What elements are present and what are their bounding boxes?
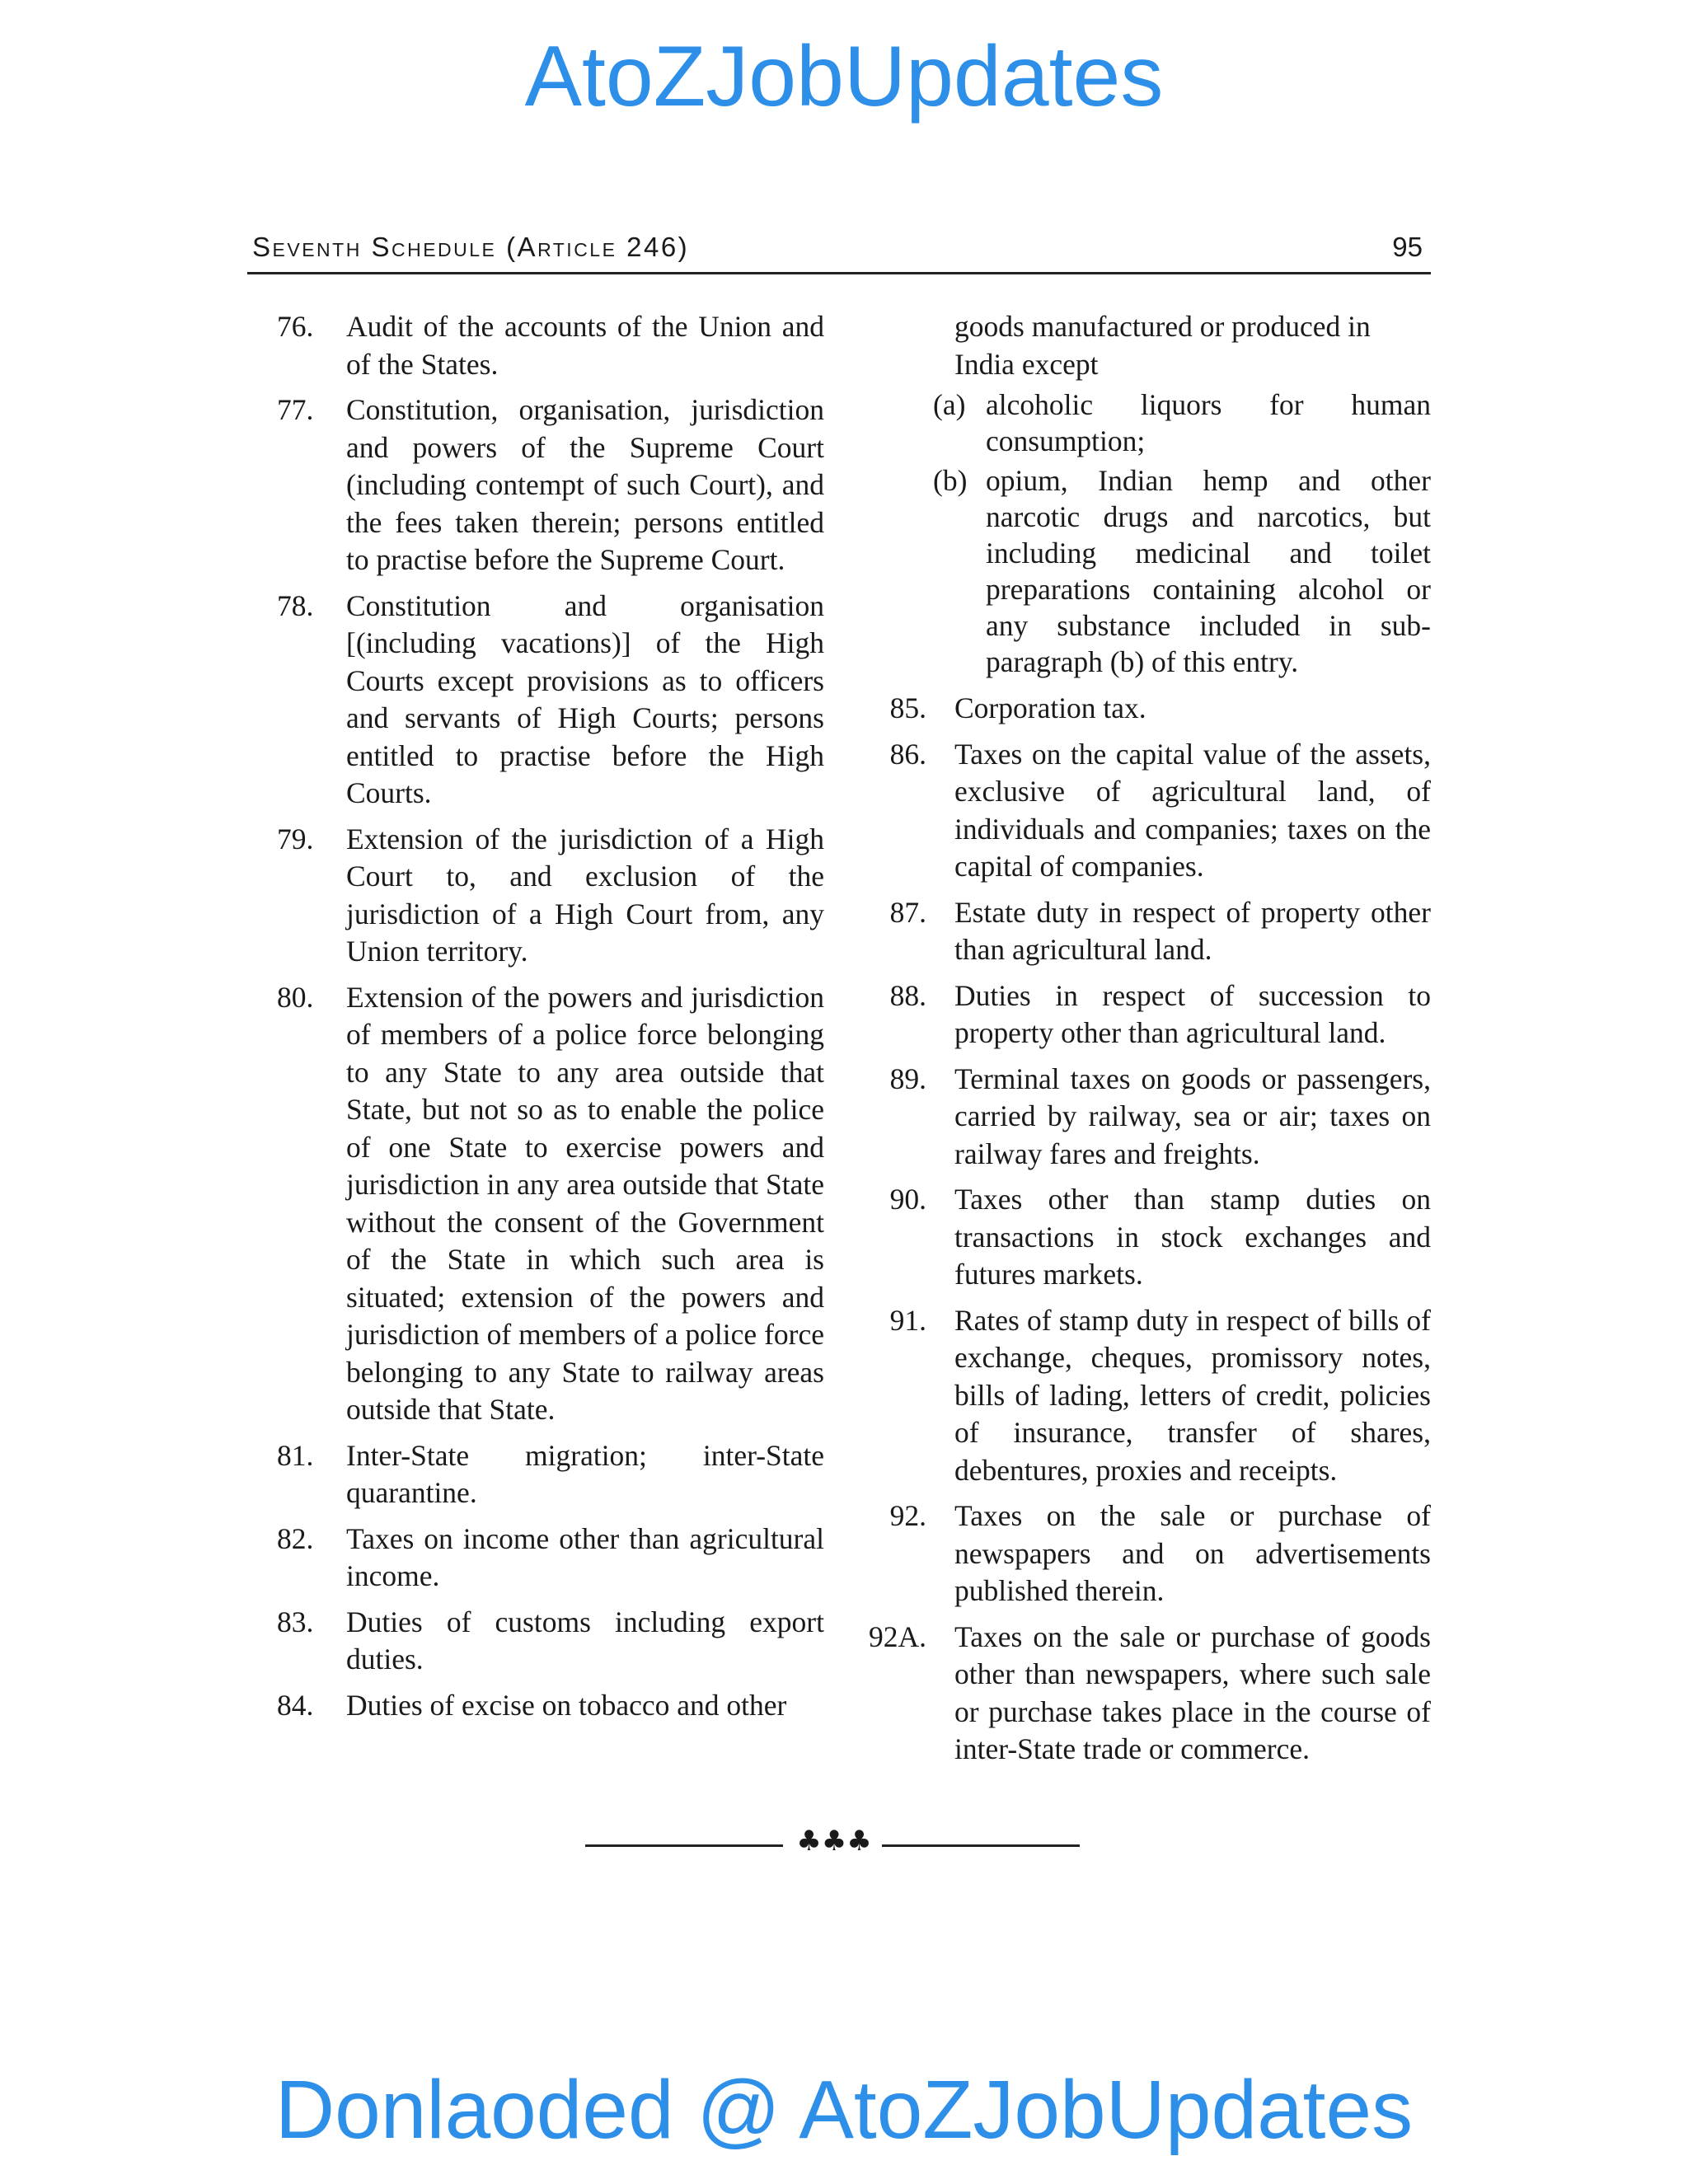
running-header: [252, 227, 1429, 268]
list-item: 80. Extension of the powers and jurisdiction of members of a police force belonging to any State to any area outside that State, but not so as to enable the police of one State to exercise powers and jurisdiction in any area outside that State without the consent of the Government of the State in which such area is situated; extension of the powers and jurisdiction of members of a police force belonging to any State to railway areas outside that State.: [277, 980, 824, 1426]
list-item: 79. Extension of the jurisdiction of a High Court to, and exclusion of the jurisdiction of a High Court from, any Union territory.: [277, 822, 824, 968]
ornament-rule-right: [882, 1844, 1080, 1847]
list-item: 92. Taxes on the sale or purchase of newspapers and on advertisements published therein.: [889, 1499, 1431, 1607]
watermark-bottom: Donlaoded @ AtoZJobUpdates: [274, 2064, 1414, 2156]
list-item: 84. Duties of excise on tobacco and other: [277, 1688, 787, 1722]
ornament-rule-left: [585, 1844, 783, 1847]
watermark-top: AtoZJobUpdates: [524, 29, 1164, 124]
end-ornament: [585, 1825, 1104, 1861]
list-item: 81. Inter-State migration; inter-State quarantine.: [277, 1438, 824, 1509]
sub-item: (a) alcoholic liquors for human consumption;: [933, 388, 1431, 457]
list-item: 85. Corporation tax.: [889, 691, 1146, 724]
sub-item: (b) opium, Indian hemp and other narcotic drugs and narcotics, but including medicinal and toilet preparations containing alcohol or any substance included in sub-paragraph (b) of this entry.: [933, 464, 1431, 678]
list-item: 82. Taxes on income other than agricultural income.: [277, 1521, 824, 1592]
page-number: 95: [1392, 232, 1423, 262]
list-item: 76. Audit of the accounts of the Union and of the States.: [277, 310, 824, 381]
list-item: 88. Duties in respect of succession to property other than agricultural land.: [889, 978, 1431, 1049]
list-item: 89. Terminal taxes on goods or passengers, carried by railway, sea or air; taxes on railway fares and freights.: [889, 1062, 1431, 1170]
right-column: [857, 308, 1431, 1777]
clubs-icon: ♣♣♣: [796, 1825, 872, 1858]
list-item: 77. Constitution, organisation, jurisdiction and powers of the Supreme Court (including contempt of such Court), and the fees taken therein; persons entitled to practise before the Supreme Court.: [277, 393, 824, 576]
schedule-title: Seventh Schedule (Article 246): [252, 232, 690, 262]
list-item: 90. Taxes other than stamp duties on transactions in stock exchanges and futures markets.: [889, 1183, 1431, 1291]
list-item: 83. Duties of customs including export duties.: [277, 1605, 824, 1675]
list-item: 91. Rates of stamp duty in respect of bills of exchange, cheques, promissory notes, bills of lading, letters of credit, policies of insurance, transfer of shares, debentures, proxies and receipts.: [889, 1303, 1431, 1487]
left-column: [277, 308, 824, 1732]
list-item: 86. Taxes on the capital value of the assets, exclusive of agricultural land, of individuals and companies; taxes on the capital of companies.: [889, 737, 1431, 883]
list-item: 78. Constitution and organisation [(including vacations)] of the High Courts except provisions as to officers and servants of High Courts; persons entitled to practise before the High Courts.: [277, 588, 824, 809]
header-rule: [247, 272, 1431, 274]
list-item: 92A. Taxes on the sale or purchase of goods other than newspapers, where such sale or purchase takes place in the course of inter-State trade or commerce.: [868, 1619, 1431, 1765]
entry-continuation: goods manufactured or produced in India except: [954, 310, 1371, 381]
list-item: 87. Estate duty in respect of property other than agricultural land.: [889, 895, 1431, 966]
